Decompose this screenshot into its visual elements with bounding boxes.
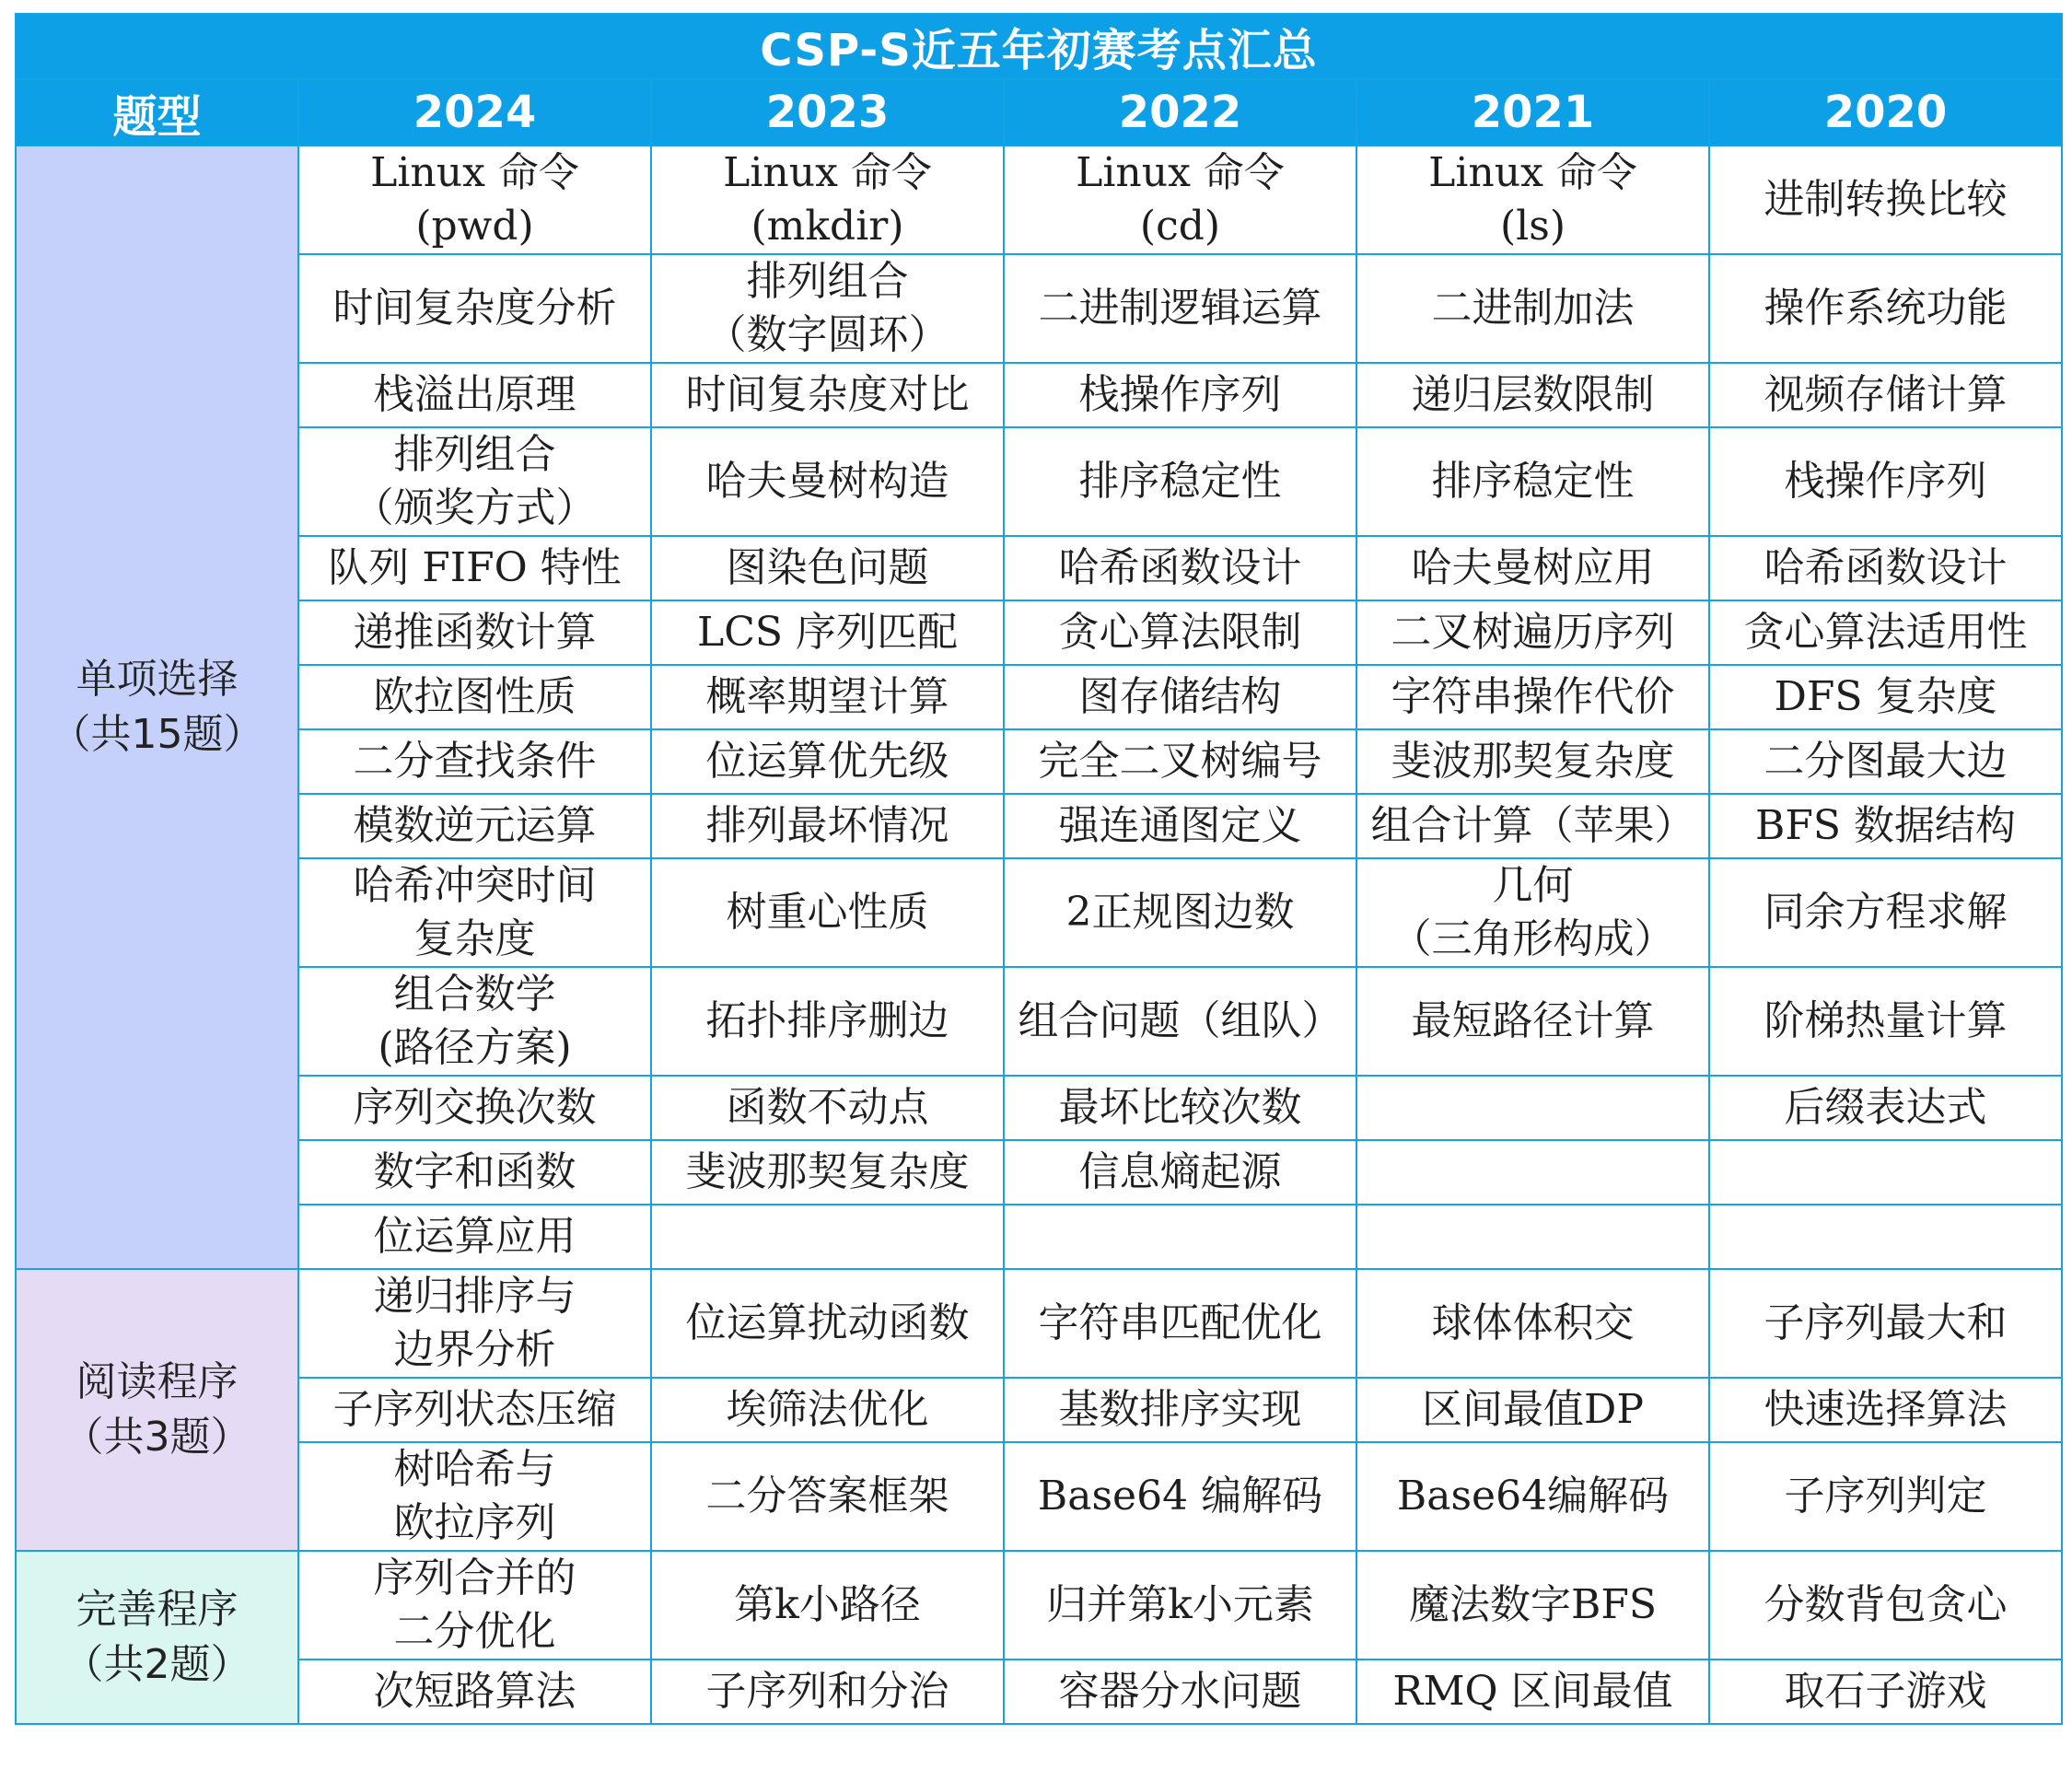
topic-text: Linux 命令 (pwd) (370, 149, 579, 250)
topic-text: 树哈希与 欧拉序列 (393, 1446, 556, 1546)
topic-cell (651, 1659, 1004, 1724)
topic-cell (651, 427, 1004, 536)
topic-text: 栈操作序列 (1078, 371, 1282, 418)
topic-text: 排列最坏情况 (705, 802, 949, 849)
topic-cell (651, 967, 1004, 1076)
topic-cell (298, 1076, 651, 1140)
topic-cell (298, 427, 651, 536)
topic-cell (1709, 1140, 2062, 1205)
topic-text: LCS 序列匹配 (696, 609, 958, 656)
topic-text: 字符串匹配优化 (1038, 1299, 1322, 1346)
topic-cell (1356, 1442, 1709, 1551)
topic-cell (651, 794, 1004, 858)
table-row (16, 1269, 2062, 1378)
topic-text: 递归排序与 边界分析 (373, 1273, 576, 1373)
topic-cell (651, 858, 1004, 967)
topic-text: 字符串操作代价 (1391, 673, 1675, 720)
topic-text: Linux 命令 (cd) (1076, 149, 1285, 250)
topic-cell (1356, 729, 1709, 794)
topic-text: 二分查找条件 (353, 738, 597, 785)
topic-text: 递归层数限制 (1411, 371, 1655, 418)
topic-text: 栈操作序列 (1784, 458, 1987, 505)
summary-table-container (15, 13, 2061, 1725)
topic-text: 哈希函数设计 (1058, 544, 1302, 591)
topic-text: 哈夫曼树构造 (705, 458, 949, 505)
topic-cell (1709, 1442, 2062, 1551)
topic-cell (298, 1378, 651, 1442)
topic-text: RMQ 区间最值 (1392, 1668, 1673, 1715)
topic-cell (1004, 146, 1356, 254)
topic-text: 排列组合 （颁奖方式） (353, 431, 597, 531)
topic-cell (1709, 427, 2062, 536)
topic-cell (651, 363, 1004, 427)
topic-cell (1356, 254, 1709, 363)
topic-cell (298, 1140, 651, 1205)
topic-text: 2正规图边数 (1065, 889, 1295, 936)
topic-cell (1709, 967, 2062, 1076)
topic-text: 斐波那契复杂度 (1391, 738, 1675, 785)
topic-text: Base64编解码 (1396, 1473, 1670, 1520)
topic-text: 球体体积交 (1431, 1299, 1635, 1346)
topic-text: 子序列状态压缩 (332, 1386, 617, 1433)
topic-text: 排列组合 （数字圆环） (705, 258, 949, 358)
category-label: 完善程序 （共2题） (63, 1586, 251, 1688)
topic-text: 后缀表达式 (1784, 1084, 1987, 1131)
topic-cell (1709, 1205, 2062, 1269)
topic-text: 函数不动点 (726, 1084, 929, 1131)
topic-text: 最短路径计算 (1411, 997, 1655, 1044)
topic-text: 子序列和分治 (705, 1668, 949, 1715)
category-label: 单项选择 （共15题） (50, 656, 264, 758)
topic-text: 埃筛法优化 (726, 1386, 929, 1433)
topic-text: Linux 命令 (ls) (1428, 149, 1637, 250)
topic-text: 斐波那契复杂度 (685, 1148, 970, 1195)
topic-cell (298, 729, 651, 794)
header-year-2022: 2022 (1004, 79, 1356, 146)
topic-cell (1709, 794, 2062, 858)
table-row (16, 427, 2062, 536)
topic-text: 进制转换比较 (1764, 176, 2008, 223)
topic-text: 阶梯热量计算 (1764, 997, 2008, 1044)
topic-cell (1356, 1659, 1709, 1724)
table-row (16, 600, 2062, 665)
topic-text: 时间复杂度分析 (332, 285, 617, 332)
topic-text: 贪心算法适用性 (1743, 609, 2028, 656)
topic-text: 哈希函数设计 (1764, 544, 2008, 591)
topic-text: 二叉树遍历序列 (1391, 609, 1675, 656)
topic-cell (1709, 536, 2062, 600)
topic-text: 栈溢出原理 (373, 371, 576, 418)
header-type: 题型 (16, 79, 298, 146)
table-row (16, 254, 2062, 363)
topic-text: 完全二叉树编号 (1038, 738, 1322, 785)
topic-text: 哈希冲突时间 复杂度 (353, 862, 597, 962)
topic-text: 子序列判定 (1784, 1473, 1987, 1520)
topic-cell (1356, 536, 1709, 600)
topic-text: 排序稳定性 (1431, 458, 1635, 505)
topic-cell (298, 600, 651, 665)
topic-cell (1709, 729, 2062, 794)
table-row (16, 967, 2062, 1076)
category-complete-program (16, 1551, 298, 1724)
topic-text: 排序稳定性 (1078, 458, 1282, 505)
category-reading-program (16, 1269, 298, 1551)
table-row (16, 858, 2062, 967)
header-row (16, 79, 2062, 146)
topic-text: 组合计算（苹果） (1370, 802, 1695, 849)
topic-text: 数字和函数 (373, 1148, 576, 1195)
topic-text: 分数背包贪心 (1764, 1581, 2008, 1628)
topic-text: 序列交换次数 (353, 1084, 597, 1131)
topic-text: 序列合并的 二分优化 (373, 1555, 576, 1655)
topic-text: 归并第k小元素 (1046, 1581, 1314, 1628)
header-year-2020: 2020 (1709, 79, 2062, 146)
topic-text: 欧拉图性质 (373, 673, 576, 720)
topic-cell (1356, 427, 1709, 536)
topic-text: Base64 编解码 (1037, 1473, 1323, 1520)
topic-cell (298, 1551, 651, 1659)
topic-cell (1004, 858, 1356, 967)
topic-cell (298, 1442, 651, 1551)
category-label: 阅读程序 （共3题） (63, 1358, 251, 1461)
topic-text: 信息熵起源 (1078, 1148, 1282, 1195)
topic-cell (1709, 1659, 2062, 1724)
topic-cell (1004, 1551, 1356, 1659)
topic-text: 视频存储计算 (1764, 371, 2008, 418)
topic-cell (1004, 536, 1356, 600)
topic-text: 取石子游戏 (1784, 1668, 1987, 1715)
topic-text: 基数排序实现 (1058, 1386, 1302, 1433)
topic-cell (298, 1269, 651, 1378)
topic-text: 拓扑排序删边 (705, 997, 949, 1044)
topic-cell (1356, 858, 1709, 967)
topic-cell (298, 1659, 651, 1724)
table-row (16, 363, 2062, 427)
topic-cell (651, 1442, 1004, 1551)
topic-text: 最坏比较次数 (1058, 1084, 1302, 1131)
table-row (16, 1659, 2062, 1724)
topic-cell (1356, 1076, 1709, 1140)
topic-text: 组合数学 (路径方案) (378, 971, 572, 1071)
topic-text: 二分图最大边 (1764, 738, 2008, 785)
topic-text: 模数逆元运算 (353, 802, 597, 849)
topic-cell (298, 146, 651, 254)
topic-text: 哈夫曼树应用 (1411, 544, 1655, 591)
topic-cell (298, 858, 651, 967)
summary-table (15, 13, 2063, 1725)
topic-cell (1004, 1205, 1356, 1269)
topic-cell (1004, 1140, 1356, 1205)
category-single-choice (16, 146, 298, 1269)
topic-cell (1709, 1551, 2062, 1659)
topic-text: DFS 复杂度 (1774, 673, 1997, 720)
topic-text: 递推函数计算 (353, 609, 597, 656)
topic-cell (651, 665, 1004, 729)
topic-text: 容器分水问题 (1058, 1668, 1302, 1715)
topic-cell (298, 363, 651, 427)
topic-cell (1004, 600, 1356, 665)
topic-cell (1709, 858, 2062, 967)
topic-cell (1709, 1269, 2062, 1378)
topic-cell (1004, 729, 1356, 794)
topic-cell (298, 967, 651, 1076)
topic-text: 贪心算法限制 (1058, 609, 1302, 656)
topic-cell (1004, 254, 1356, 363)
topic-text: 二进制逻辑运算 (1038, 285, 1322, 332)
topic-cell (651, 146, 1004, 254)
topic-cell (298, 536, 651, 600)
table-row (16, 536, 2062, 600)
topic-text: 队列 FIFO 特性 (328, 544, 622, 591)
topic-cell (651, 1551, 1004, 1659)
topic-text: 二分答案框架 (705, 1473, 949, 1520)
topic-cell (1004, 665, 1356, 729)
topic-cell (298, 794, 651, 858)
topic-cell (651, 254, 1004, 363)
topic-text: 次短路算法 (373, 1668, 576, 1715)
table-row (16, 1205, 2062, 1269)
header-year-2023: 2023 (651, 79, 1004, 146)
topic-cell (1356, 1205, 1709, 1269)
topic-cell (298, 254, 651, 363)
topic-text: 二进制加法 (1431, 285, 1635, 332)
header-year-2024: 2024 (298, 79, 651, 146)
topic-cell (651, 600, 1004, 665)
topic-text: 操作系统功能 (1764, 285, 2008, 332)
topic-cell (1004, 967, 1356, 1076)
topic-cell (1004, 427, 1356, 536)
table-row (16, 665, 2062, 729)
topic-cell (1709, 1378, 2062, 1442)
topic-cell (1356, 967, 1709, 1076)
topic-text: 树重心性质 (726, 889, 929, 936)
topic-cell (1356, 146, 1709, 254)
topic-cell (1356, 1269, 1709, 1378)
topic-cell (1709, 665, 2062, 729)
topic-text: 图染色问题 (726, 544, 929, 591)
topic-text: 子序列最大和 (1764, 1299, 2008, 1346)
topic-text: 位运算优先级 (705, 738, 949, 785)
topic-text: 快速选择算法 (1764, 1386, 2008, 1433)
topic-text: 同余方程求解 (1764, 889, 2008, 936)
topic-cell (651, 536, 1004, 600)
topic-text: 图存储结构 (1078, 673, 1282, 720)
table-row (16, 729, 2062, 794)
topic-cell (651, 1269, 1004, 1378)
topic-cell (1709, 254, 2062, 363)
topic-cell (1356, 665, 1709, 729)
topic-text: Linux 命令 (mkdir) (723, 149, 932, 250)
topic-cell (651, 729, 1004, 794)
topic-text: 位运算应用 (373, 1213, 576, 1260)
topic-cell (651, 1140, 1004, 1205)
topic-text: 概率期望计算 (705, 673, 949, 720)
topic-cell (1004, 1378, 1356, 1442)
topic-text: 强连通图定义 (1058, 802, 1302, 849)
topic-cell (1356, 794, 1709, 858)
topic-text: 组合问题（组队） (1018, 997, 1343, 1044)
topic-cell (1709, 363, 2062, 427)
topic-cell (651, 1076, 1004, 1140)
topic-text: 位运算扰动函数 (685, 1299, 970, 1346)
topic-cell (1004, 1269, 1356, 1378)
topic-cell (1004, 363, 1356, 427)
topic-text: BFS 数据结构 (1755, 802, 2017, 849)
table-row (16, 1140, 2062, 1205)
header-year-2021: 2021 (1356, 79, 1709, 146)
topic-cell (1004, 1442, 1356, 1551)
topic-cell (1356, 1551, 1709, 1659)
topic-cell (651, 1378, 1004, 1442)
topic-cell (651, 1205, 1004, 1269)
table-row (16, 1442, 2062, 1551)
topic-cell (1004, 1659, 1356, 1724)
topic-text: 区间最值DP (1422, 1386, 1644, 1433)
topic-cell (1709, 1076, 2062, 1140)
topic-text: 第k小路径 (734, 1581, 921, 1628)
topic-cell (298, 1205, 651, 1269)
table-row (16, 1551, 2062, 1659)
topic-cell (1709, 600, 2062, 665)
topic-text: 几何 （三角形构成） (1391, 862, 1675, 962)
topic-cell (1356, 600, 1709, 665)
topic-cell (1004, 1076, 1356, 1140)
topic-text: 魔法数字BFS (1408, 1581, 1657, 1628)
topic-cell (1356, 1378, 1709, 1442)
table-row (16, 146, 2062, 254)
topic-cell (298, 665, 651, 729)
table-row (16, 1378, 2062, 1442)
topic-cell (1356, 363, 1709, 427)
topic-cell (1709, 146, 2062, 254)
table-title: CSP-S近五年初赛考点汇总 (16, 14, 2062, 79)
table-row (16, 1076, 2062, 1140)
topic-cell (1356, 1140, 1709, 1205)
topic-text: 时间复杂度对比 (685, 371, 970, 418)
table-row (16, 794, 2062, 858)
topic-cell (1004, 794, 1356, 858)
